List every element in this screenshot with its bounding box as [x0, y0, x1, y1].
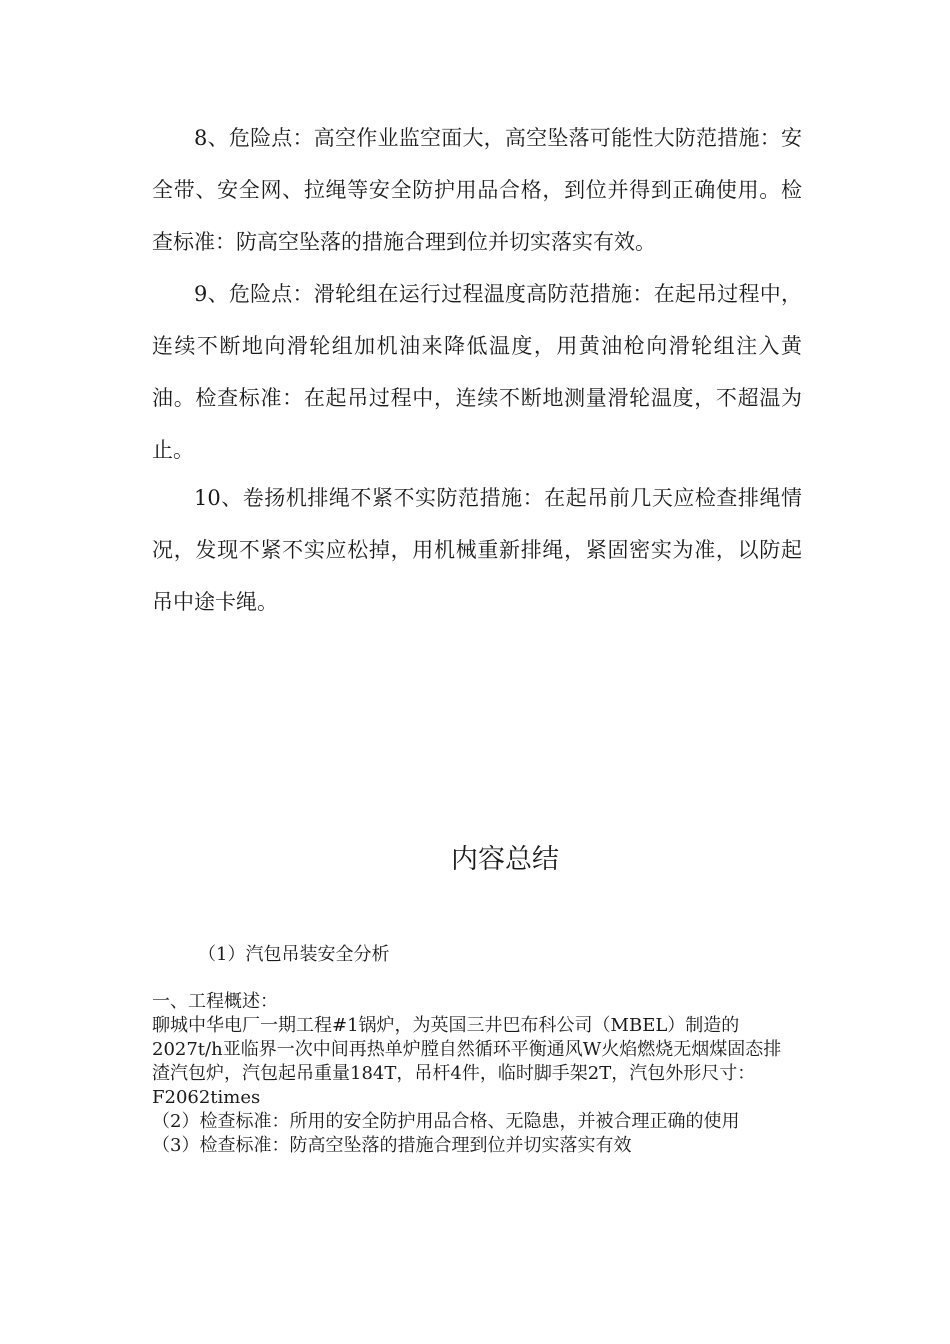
paragraph-hazard-10: 10、卷扬机排绳不紧不实防范措施：在起吊前几天应检查排绳情况，发现不紧不实应松掉，用机械重新排绳，紧固密实为准，以防起吊中途卡绳。 [152, 486, 802, 614]
paragraph-hazard-9: 9、危险点：滑轮组在运行过程温度高防范措施：在起吊过程中，连续不断地向滑轮组加机油来降低温度，用黄油枪向滑轮组注入黄油。检查标准：在起吊过程中，连续不断地测量滑轮温度，不超温为止。 [152, 282, 802, 462]
summary-line-check-standard-3: （3）检查标准：防高空坠落的措施合理到位并切实落实有效 [152, 1135, 632, 1156]
summary-block [152, 990, 797, 1158]
summary-subheading: （1）汽包吊装安全分析 [198, 944, 390, 965]
paragraph-hazard-8: 8、危险点：高空作业监空面大，高空坠落可能性大防范措施：安全带、安全网、拉绳等安全防护用品合格，到位并得到正确使用。检查标准：防高空坠落的措施合理到位并切实落实有效。 [152, 126, 802, 254]
summary-title: 内容总结 [451, 844, 559, 875]
summary-line-overview-heading: 一、工程概述： [152, 991, 278, 1012]
summary-line-overview-text: 聊城中华电厂一期工程#1锅炉，为英国三井巴布科公司（MBEL）制造的2027t/h亚临界一次中间再热单炉膛自然循环平衡通风W火焰燃烧无烟煤固态排渣汽包炉，汽包起吊重量184T，吊杆4件，临时脚手架2T，汽包外形尺寸：F2062times [152, 1015, 782, 1108]
summary-line-check-standard-2: （2）检查标准：所用的安全防护用品合格、无隐患，并被合理正确的使用 [152, 1111, 740, 1132]
